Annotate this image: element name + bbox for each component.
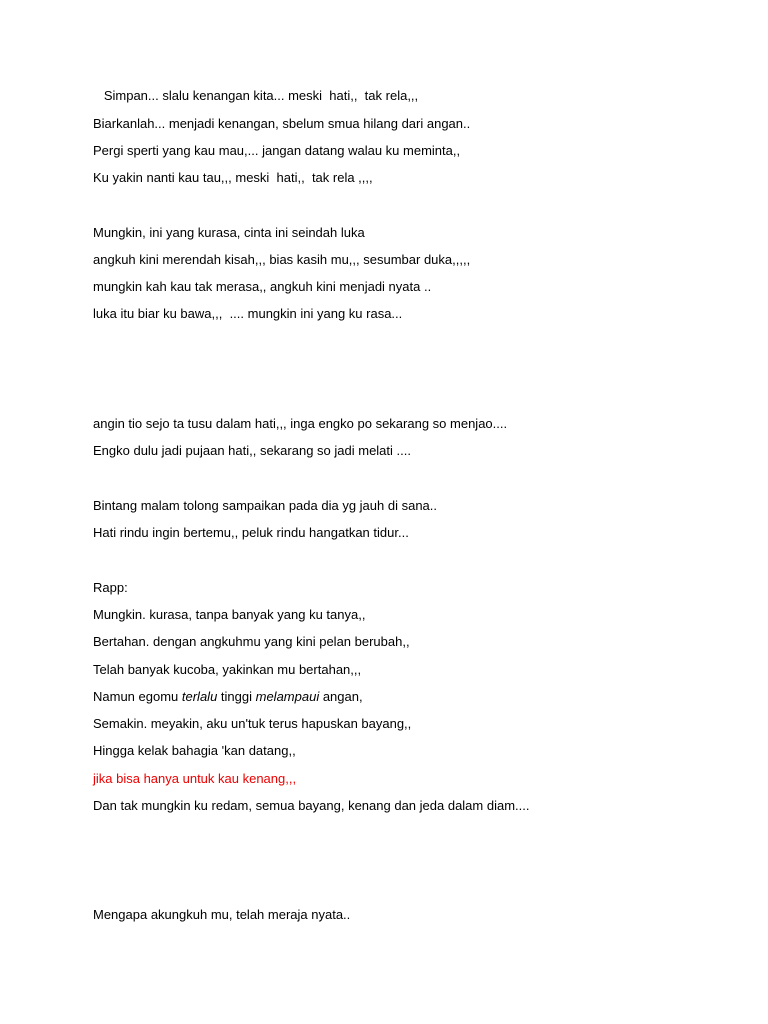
text-line: Bertahan. dengan angkuhmu yang kini pelan berubah,, (93, 634, 410, 649)
text-line (93, 689, 363, 705)
text-line: angkuh kini merendah kisah,,, bias kasih mu,,, sesumbar duka,,,,, (93, 252, 471, 267)
text-line: Bintang malam tolong sampaikan pada dia yg jauh di sana.. (93, 498, 437, 513)
text-line: Mungkin. kurasa, tanpa banyak yang ku tanya,, (93, 607, 366, 622)
italic-text: terlalu (181, 689, 218, 704)
section-label: Rapp: (93, 580, 128, 595)
text-run: angan, (319, 689, 363, 704)
text-line: Biarkanlah... menjadi kenangan, sbelum smua hilang dari angan.. (93, 116, 471, 131)
text-line: Ku yakin nanti kau tau,,, meski hati,, tak rela ,,,, (93, 170, 373, 185)
text-line: angin tio sejo ta tusu dalam hati,,, inga engko po sekarang so menjao.... (93, 416, 508, 431)
text-line: Simpan... slalu kenangan kita... meski hati,, tak rela,,, (93, 88, 419, 103)
italic-text: melampaui (255, 689, 320, 704)
text-line: Pergi sperti yang kau mau,... jangan datang walau ku meminta,, (93, 143, 461, 158)
text-line: mungkin kah kau tak merasa,, angkuh kini menjadi nyata .. (93, 279, 432, 294)
text-line: Hingga kelak bahagia 'kan datang,, (93, 743, 296, 758)
text-line: Dan tak mungkin ku redam, semua bayang, kenang dan jeda dalam diam.... (93, 798, 530, 813)
text-run: tinggi (217, 689, 256, 704)
text-line: Semakin. meyakin, aku un'tuk terus hapuskan bayang,, (93, 716, 412, 731)
text-line: Telah banyak kucoba, yakinkan mu bertahan,,, (93, 662, 362, 677)
text-line: Hati rindu ingin bertemu,, peluk rindu hangatkan tidur... (93, 525, 409, 540)
text-line: Engko dulu jadi pujaan hati,, sekarang so jadi melati .... (93, 443, 411, 458)
text-line: Mungkin, ini yang kurasa, cinta ini seindah luka (93, 225, 365, 240)
text-line: Mengapa akungkuh mu, telah meraja nyata.. (93, 907, 351, 922)
highlighted-line: jika bisa hanya untuk kau kenang,,, (93, 771, 297, 786)
text-run: Namun egomu (93, 689, 182, 704)
text-line: luka itu biar ku bawa,,, .... mungkin ini yang ku rasa... (93, 306, 403, 321)
